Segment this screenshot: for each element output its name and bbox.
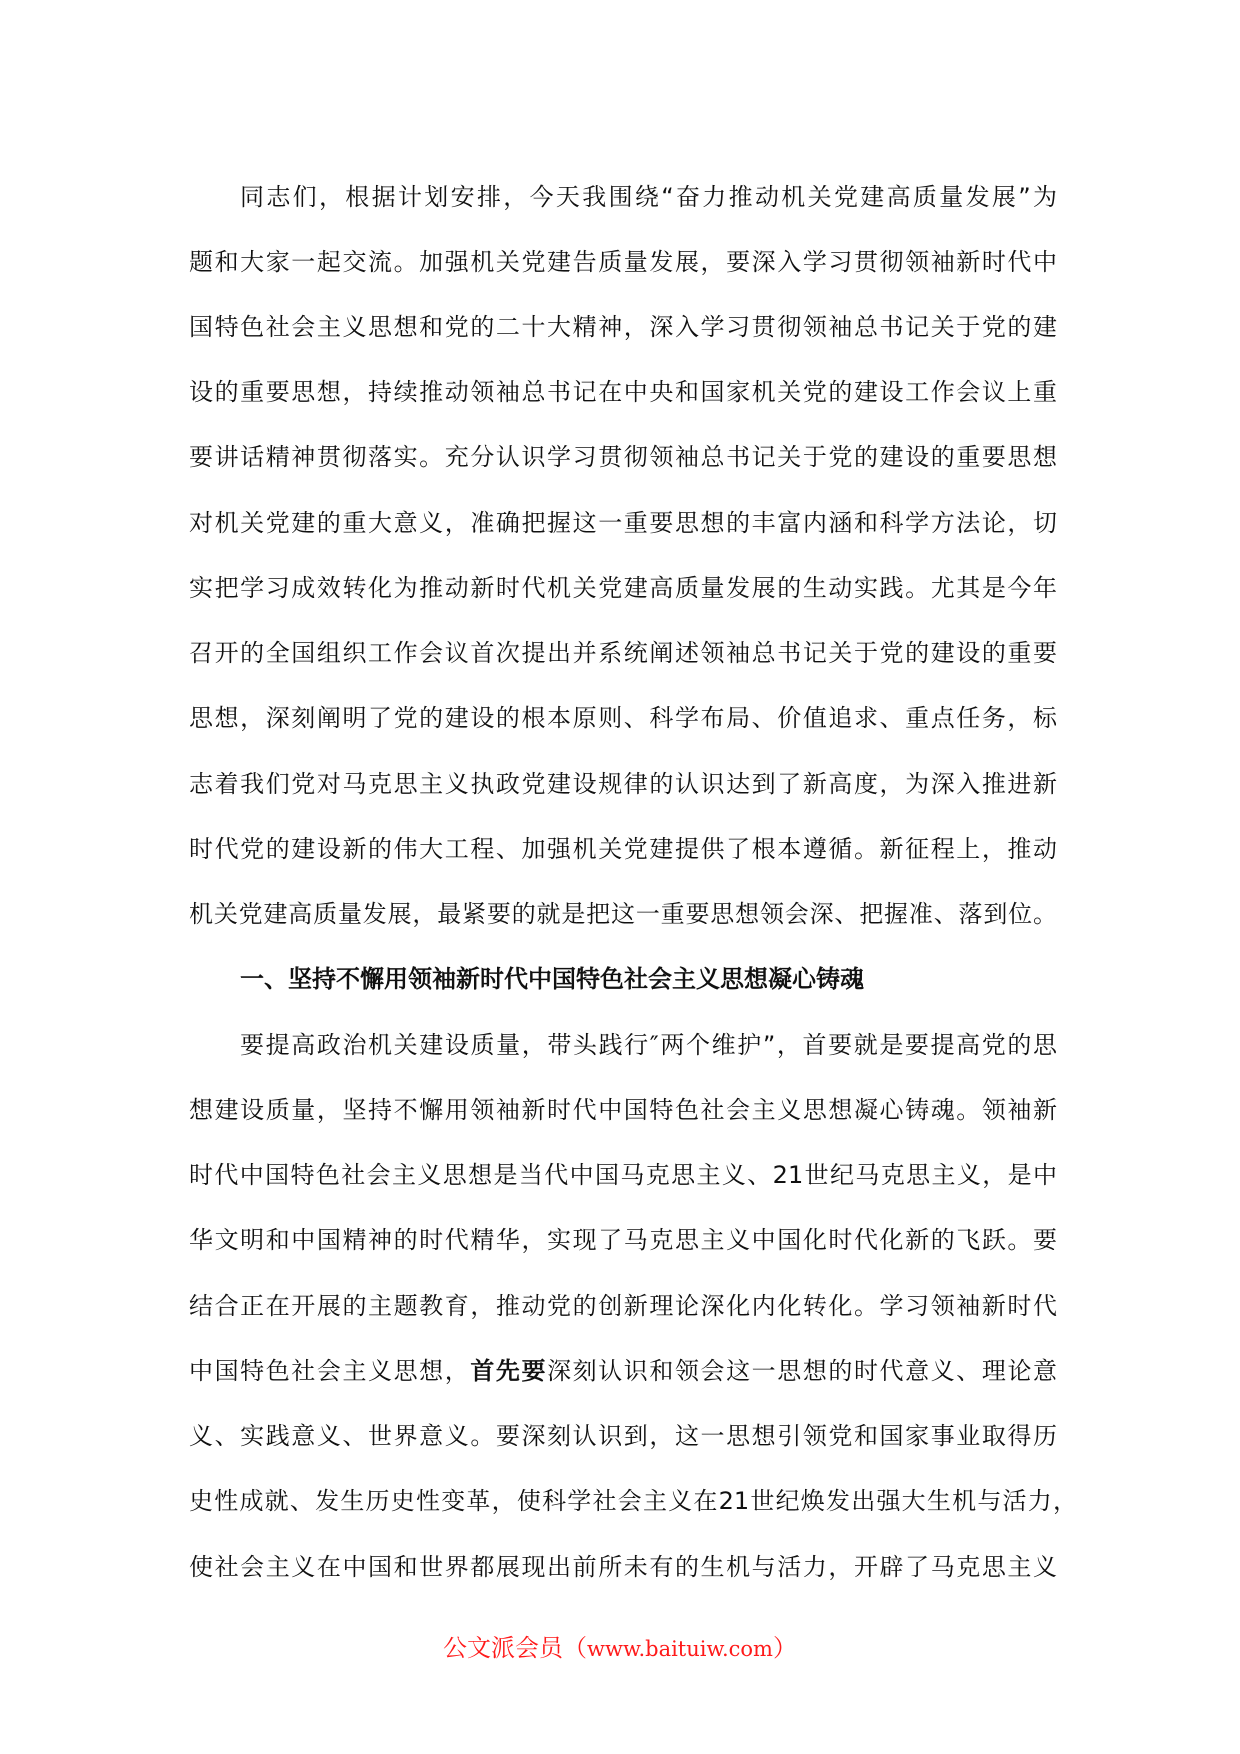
paragraph-line: 想建设质量，坚持不懈用领袖新时代中国特色社会主义思想凝心铸魂。领袖新 <box>189 1096 1057 1124</box>
paragraph-line: 国特色社会主义思想和党的二十大精神，深入学习贯彻领袖总书记关于党的建 <box>189 313 1057 341</box>
paragraph-line: 要讲话精神贯彻落实。充分认识学习贯彻领袖总书记关于党的建设的重要思想 <box>189 443 1057 471</box>
paragraph-line: 同志们，根据计划安排，今天我围绕“奋力推动机关党建高质量发展”为 <box>240 183 1057 211</box>
text: 深刻认识和领会这一思想的时代意义、理论意 <box>547 1357 1058 1385</box>
paragraph-line: 题和大家一起交流。加强机关党建告质量发展，要深入学习贯彻领袖新时代中 <box>189 248 1057 276</box>
paragraph-line: 时代党的建设新的伟大工程、加强机关党建提供了根本遵循。新征程上，推动 <box>189 835 1057 863</box>
paragraph-line: 实把学习成效转化为推动新时代机关党建高质量发展的生动实践。尤其是今年 <box>189 574 1057 602</box>
bold-emphasis: 首先要 <box>470 1357 548 1385</box>
paragraph-line: 史性成就、发生历史性变革，使科学社会主义在21世纪焕发出强大生机与活力， <box>189 1487 1077 1515</box>
footer-watermark <box>0 1628 1240 1663</box>
paragraph-line: 华文明和中国精神的时代精华，实现了马克思主义中国化时代化新的飞跃。要 <box>189 1226 1057 1254</box>
paragraph-line: 召开的全国组织工作会议首次提出并系统阐述领袖总书记关于党的建设的重要 <box>189 639 1057 667</box>
section-heading: 一、坚持不懈用领袖新时代中国特色社会主义思想凝心铸魂 <box>240 965 864 993</box>
paragraph-line: 思想，深刻阐明了党的建设的根本原则、科学布局、价值追求、重点任务，标 <box>189 704 1057 732</box>
paragraph-line: 要提高政治机关建设质量，带头践行″两个维护”，首要就是要提高党的思 <box>240 1031 1057 1059</box>
paragraph-line: 志着我们党对马克思主义执政党建设规律的认识达到了新高度，为深入推进新 <box>189 770 1057 798</box>
text: 中国特色社会主义思想， <box>189 1357 471 1385</box>
paragraph-line: 设的重要思想，持续推动领袖总书记在中央和国家机关党的建设工作会议上重 <box>189 378 1057 406</box>
paragraph-line: 时代中国特色社会主义思想是当代中国马克思主义、21世纪马克思主义，是中 <box>189 1161 1057 1189</box>
footer-url[interactable]: www.baituiw.com <box>587 1637 773 1661</box>
footer-close: ） <box>772 1634 797 1662</box>
paragraph-line: 使社会主义在中国和世界都展现出前所未有的生机与活力，开辟了马克思主义 <box>189 1553 1057 1581</box>
paragraph-line: 对机关党建的重大意义，准确把握这一重要思想的丰富内涵和科学方法论，切 <box>189 509 1057 537</box>
footer-label: 公文派会员（ <box>443 1634 588 1662</box>
paragraph-line: 结合正在开展的主题教育，推动党的创新理论深化内化转化。学习领袖新时代 <box>189 1292 1057 1320</box>
paragraph-line: 义、实践意义、世界意义。要深刻认识到，这一思想引领党和国家事业取得历 <box>189 1422 1057 1450</box>
paragraph-line: 机关党建高质量发展，最紧要的就是把这一重要思想领会深、把握准、落到位。 <box>189 900 1057 928</box>
paragraph-line <box>189 1356 1057 1386</box>
